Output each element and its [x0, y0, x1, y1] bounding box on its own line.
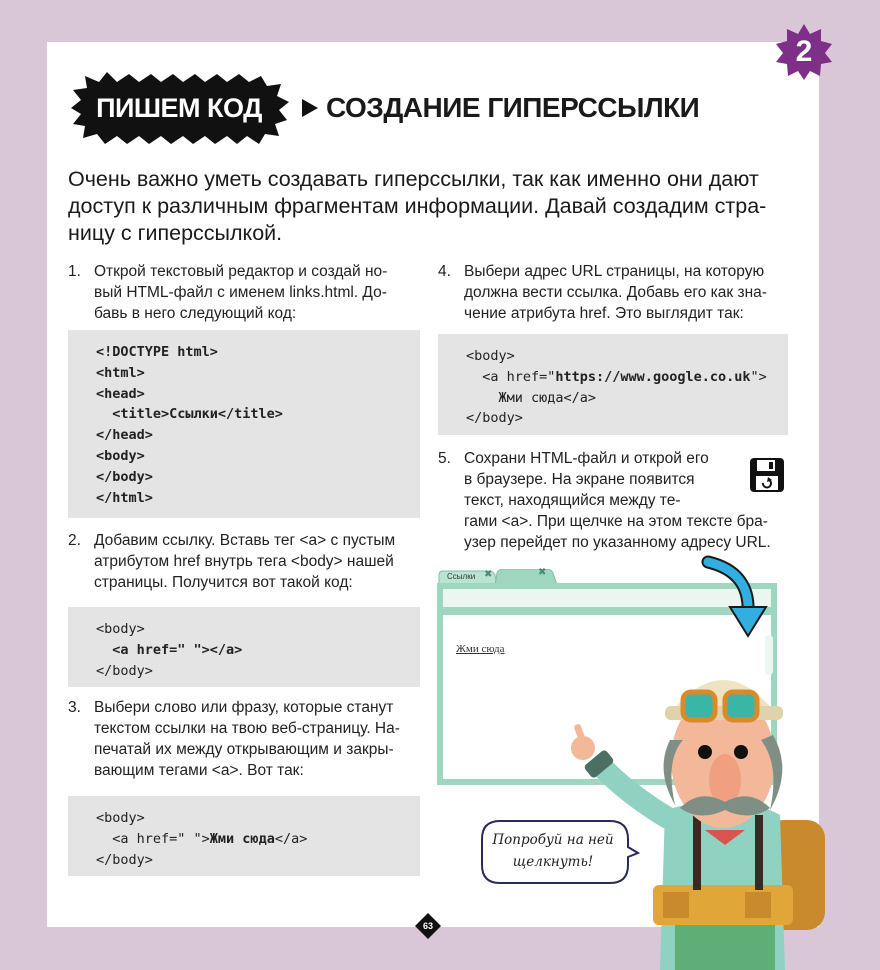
- speech-line: Попробуй на ней: [492, 832, 614, 848]
- code-line: <body>: [96, 621, 145, 637]
- close-icon: ✖: [484, 569, 493, 580]
- code-line: <html>: [96, 364, 145, 381]
- code-fragment: </a>: [274, 830, 308, 847]
- step-line: текст, находящийся между те-: [464, 492, 681, 509]
- step-line: атрибутом href внутрь тега <body> нашей: [94, 553, 394, 570]
- chapter-badge: [774, 22, 834, 82]
- intro-paragraph: [68, 166, 780, 247]
- step-line: бавь в него следующий код:: [94, 305, 297, 322]
- step-line: Добавим ссылку. Вставь тег <a> с пустым: [94, 532, 396, 549]
- code-line: </body>: [96, 662, 153, 679]
- step-line: вающим тегами <a>. Вот так:: [94, 762, 304, 779]
- arrow-icon: [700, 552, 770, 642]
- code-line: <a href=" "></a>: [96, 641, 243, 658]
- code-line: <body>: [96, 810, 145, 826]
- step-text: [94, 261, 387, 324]
- explorer-character-illustration: [565, 640, 855, 970]
- speech-line: щелкнуть!: [512, 854, 594, 870]
- intro-line: доступ к различным фрагментам информации. Давай создадим стра-: [68, 194, 767, 218]
- section-badge-label: ПИШЕМ КОД: [96, 93, 262, 123]
- code-block-4: [438, 334, 788, 435]
- code-fragment: <a href=" ">: [96, 830, 210, 847]
- browser-hyperlink[interactable]: Жми сюда: [456, 643, 505, 655]
- step-line: гами <a>. При щелчке на этом тексте бра-: [464, 513, 768, 530]
- step-number: 5.: [438, 450, 451, 467]
- step-number: 1.: [68, 263, 81, 280]
- step-text: [464, 448, 771, 553]
- code-line: [466, 367, 788, 388]
- step-line: печатай их между открывающим и закры-: [94, 741, 394, 758]
- code-line: </head>: [96, 427, 153, 444]
- step-text: [94, 530, 395, 593]
- intro-line: ницу с гиперссылкой.: [68, 221, 283, 245]
- step-line: Открой текстовый редактор и создай но-: [94, 263, 388, 280]
- browser-tab-title: Ссылки: [447, 572, 476, 581]
- code-line: <title>Ссылки</title>: [96, 406, 283, 423]
- code-line: </html>: [96, 489, 153, 506]
- close-icon: ✖: [538, 567, 547, 578]
- step-line: Выбери слово или фразу, которые станут: [94, 699, 394, 716]
- speech-text: [478, 829, 628, 873]
- code-line: </body>: [96, 851, 153, 868]
- code-fragment-bold: https://www.google.co.uk: [555, 368, 751, 385]
- code-fragment: ">: [750, 368, 767, 385]
- page-number-badge: [414, 912, 442, 940]
- code-block-2: [68, 607, 420, 687]
- step-line: должна вести ссылка. Добавь его как зна-: [464, 284, 767, 301]
- step-line: вый HTML-файл с именем links.html. До-: [94, 284, 387, 301]
- step-line: узер перейдет по указанному адресу URL.: [464, 534, 771, 551]
- step-number: 4.: [438, 263, 451, 280]
- code-line: </body>: [96, 468, 153, 485]
- chapter-number: 2: [795, 35, 813, 68]
- code-fragment-bold: Жми сюда: [209, 830, 275, 847]
- code-line: [96, 829, 420, 850]
- page-number: 63: [422, 921, 433, 931]
- step-number: 2.: [68, 532, 81, 549]
- intro-line: Очень важно уметь создавать гиперссылки, так как именно они дают: [68, 167, 759, 191]
- code-line: <!DOCTYPE html>: [96, 344, 218, 360]
- code-line: <body>: [96, 447, 145, 464]
- code-line: <body>: [466, 348, 515, 364]
- code-block-1: [68, 330, 420, 518]
- step-line: страницы. Получится вот такой код:: [94, 574, 353, 591]
- code-line: </body>: [466, 410, 523, 427]
- step-line: текстом ссылки на твою веб-страницу. На-: [94, 720, 400, 737]
- step-line: в браузере. На экране появится: [464, 471, 695, 488]
- floppy-disk-icon: [748, 456, 786, 494]
- step-number: 3.: [68, 699, 81, 716]
- chevron-right-icon: [300, 97, 320, 119]
- code-line: <head>: [96, 385, 145, 402]
- step-line: чение атрибута href. Это выглядит так:: [464, 305, 744, 322]
- section-badge: [67, 70, 291, 146]
- step-line: Выбери адрес URL страницы, на которую: [464, 263, 765, 280]
- code-fragment: <a href=": [466, 368, 556, 385]
- step-line: Сохрани HTML-файл и открой его: [464, 450, 709, 467]
- page-title: СОЗДАНИЕ ГИПЕРССЫЛКИ: [326, 92, 700, 123]
- step-text: [94, 697, 400, 781]
- code-block-3: [68, 796, 420, 876]
- step-text: [464, 261, 767, 324]
- code-line: Жми сюда</a>: [466, 389, 597, 406]
